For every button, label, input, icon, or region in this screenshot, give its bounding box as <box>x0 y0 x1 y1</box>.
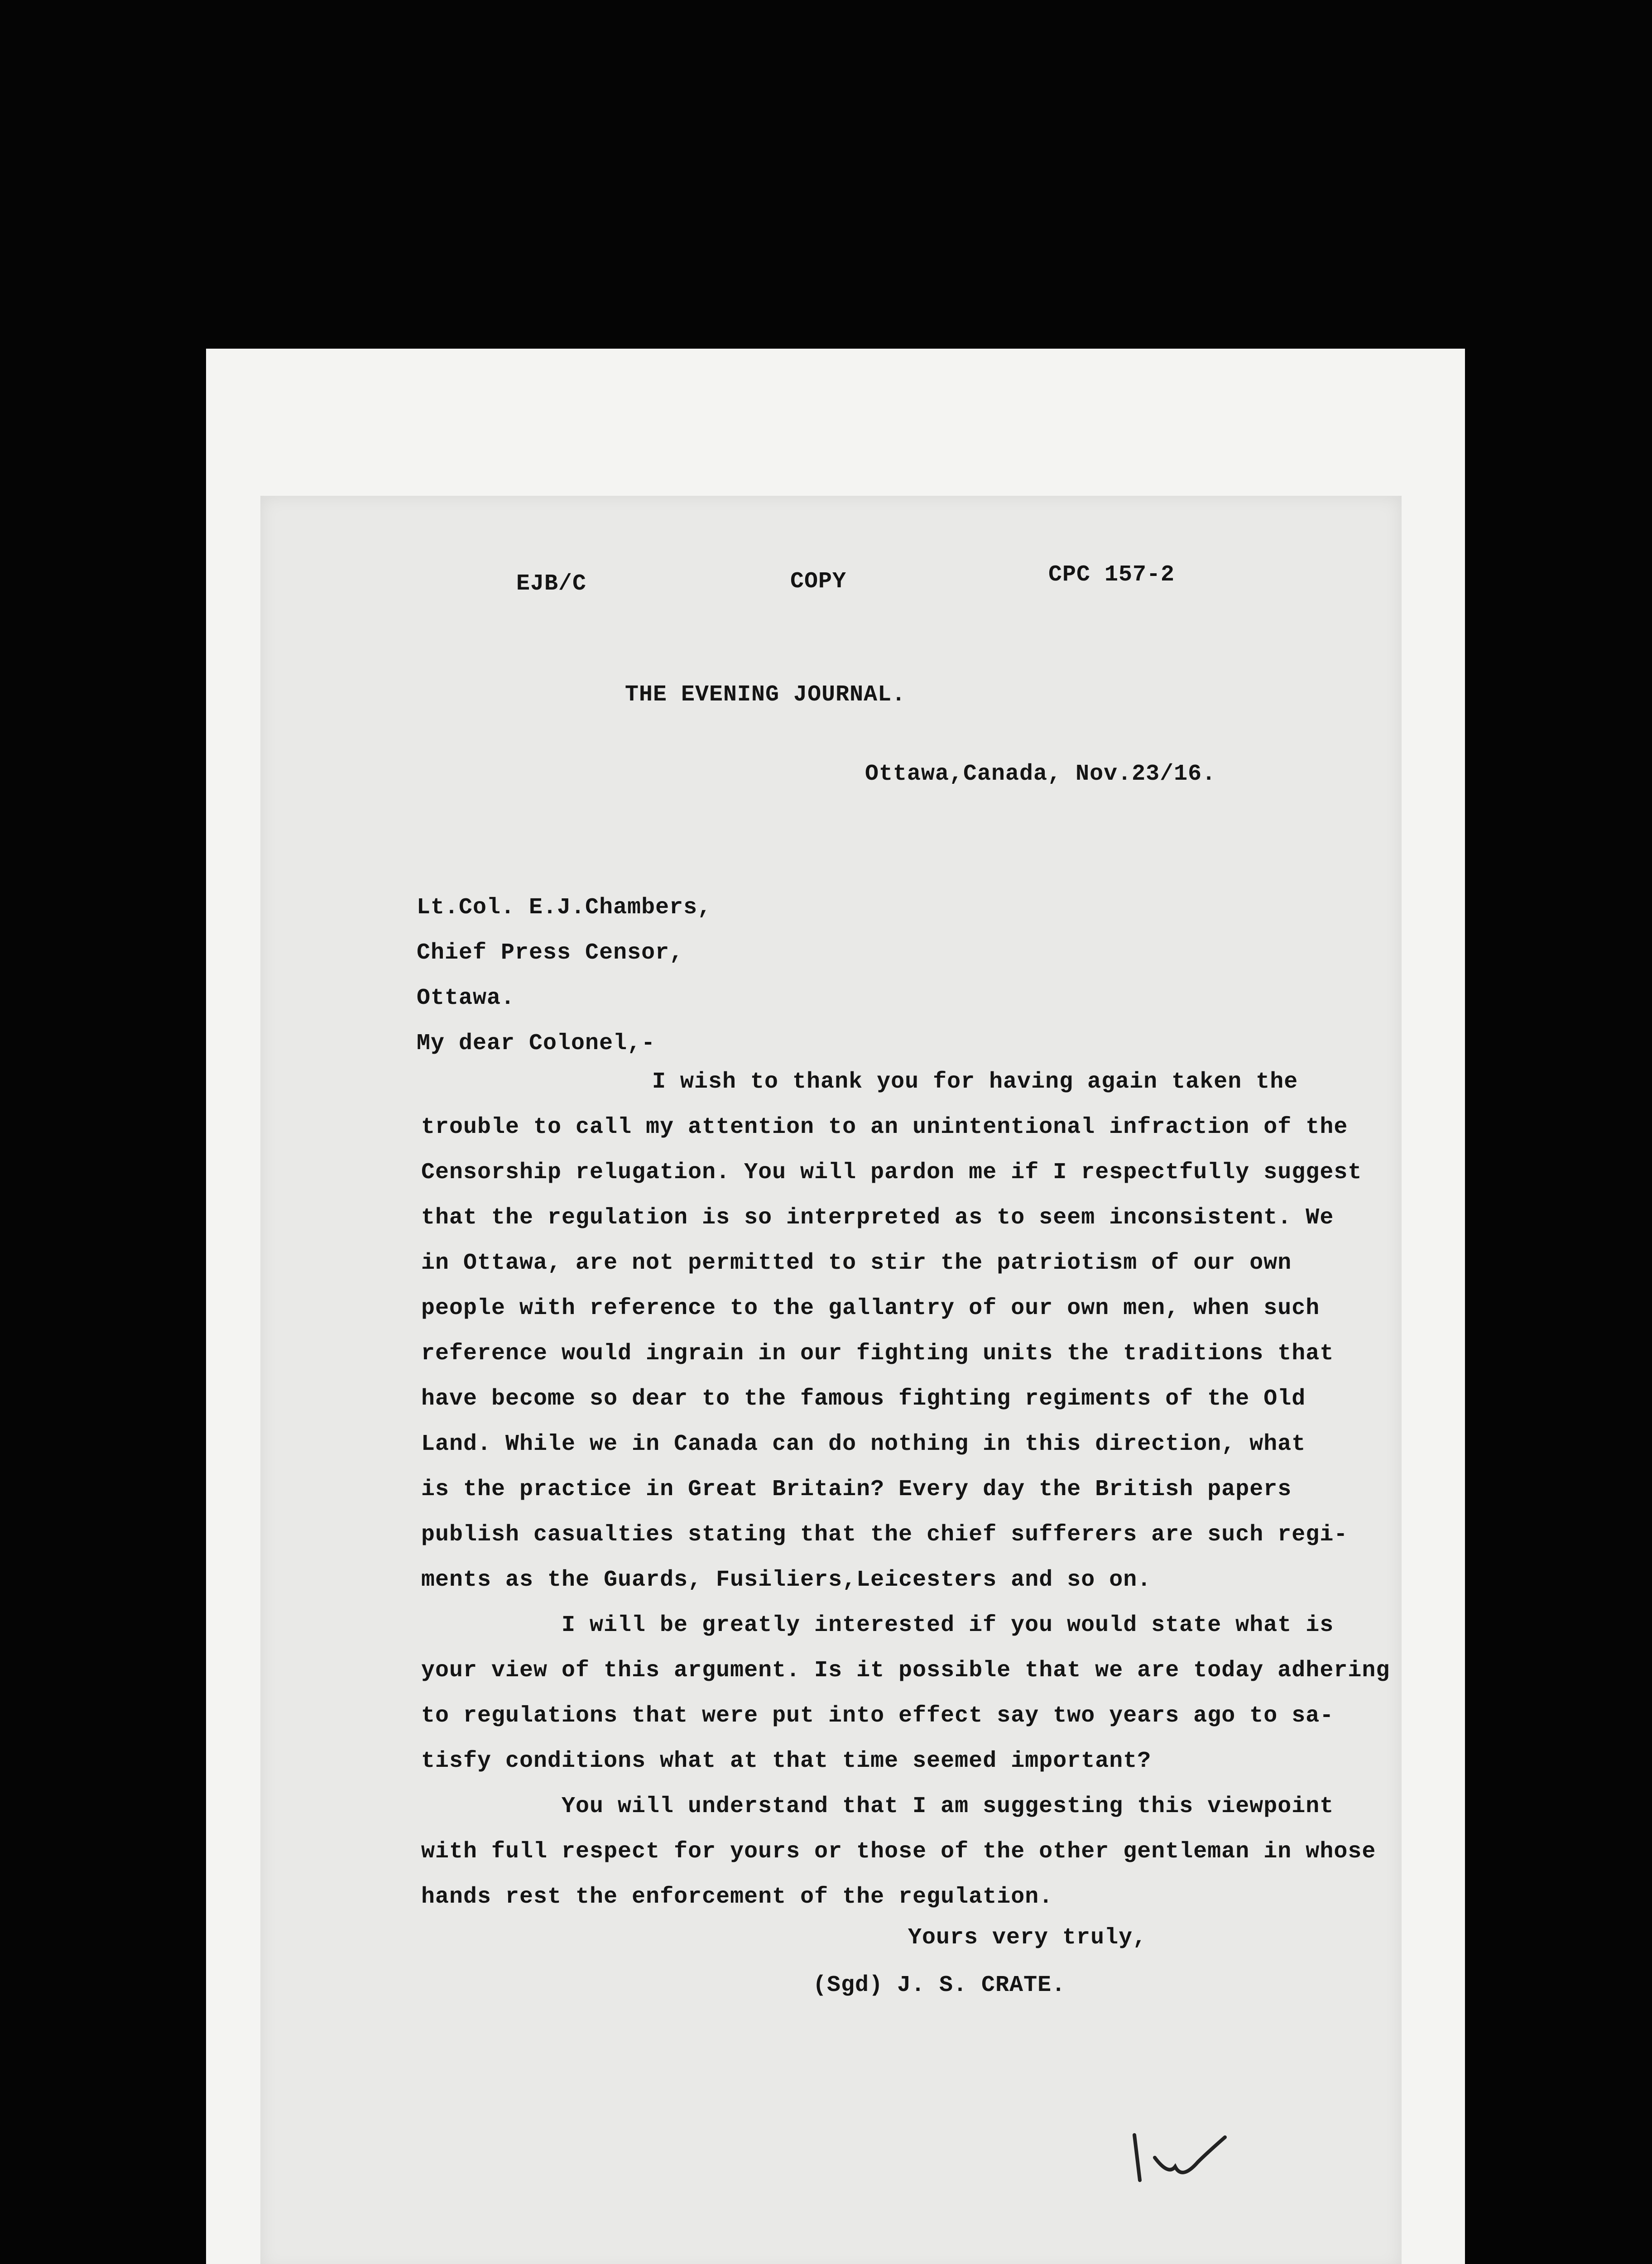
body-line: Censorship relugation. You will pardon me if I respectfully suggest <box>421 1160 1362 1185</box>
body-line: that the regulation is so interpreted as to seem inconsistent. We <box>421 1205 1334 1231</box>
signature: (Sgd) J. S. CRATE. <box>813 1972 1066 1998</box>
body-line: in Ottawa, are not permitted to stir the patriotism of our own <box>421 1250 1292 1276</box>
recipient-line: Chief Press Censor, <box>417 940 684 966</box>
body-line: hands rest the enforcement of the regulation. <box>421 1884 1053 1910</box>
body-line: I wish to thank you for having again taken the <box>652 1069 1298 1095</box>
body-line: to regulations that were put into effect say two years ago to sa- <box>421 1703 1334 1729</box>
body-line: people with reference to the gallantry of our own men, when such <box>421 1295 1320 1321</box>
body-line: You will understand that I am suggesting this viewpoint <box>562 1794 1334 1819</box>
body-line: ments as the Guards, Fusiliers,Leicesters and so on. <box>421 1567 1152 1593</box>
closing: Yours very truly, <box>908 1925 1147 1951</box>
body-line: Land. While we in Canada can do nothing in this direction, what <box>421 1431 1306 1457</box>
recipient-line: Ottawa. <box>417 985 515 1011</box>
handwritten-initials-icon <box>1130 2126 1234 2194</box>
body-line: I will be greatly interested if you would state what is <box>562 1612 1334 1638</box>
body-line: have become so dear to the famous fighting regiments of the Old <box>421 1386 1306 1412</box>
body-line: reference would ingrain in our fighting units the traditions that <box>421 1341 1334 1367</box>
body-line: with full respect for yours or those of the other gentleman in whose <box>421 1839 1376 1865</box>
body-line: is the practice in Great Britain? Every day the British papers <box>421 1477 1292 1502</box>
body-line: publish casualties stating that the chief sufferers are such regi- <box>421 1522 1348 1548</box>
body-line: trouble to call my attention to an unintentional infraction of the <box>421 1114 1348 1140</box>
recipient-line: Lt.Col. E.J.Chambers, <box>417 895 712 921</box>
file-reference: CPC 157-2 <box>1048 562 1175 588</box>
place-date: Ottawa,Canada, Nov.23/16. <box>865 761 1216 787</box>
copy-marker: COPY <box>790 569 847 595</box>
reference-initials: EJB/C <box>516 571 587 597</box>
masthead: THE EVENING JOURNAL. <box>625 682 906 708</box>
body-line: your view of this argument. Is it possible that we are today adhering <box>421 1658 1390 1684</box>
body-line: tisfy conditions what at that time seemed important? <box>421 1748 1152 1774</box>
salutation: My dear Colonel,- <box>417 1031 656 1056</box>
typed-letter-page <box>260 496 1402 2264</box>
